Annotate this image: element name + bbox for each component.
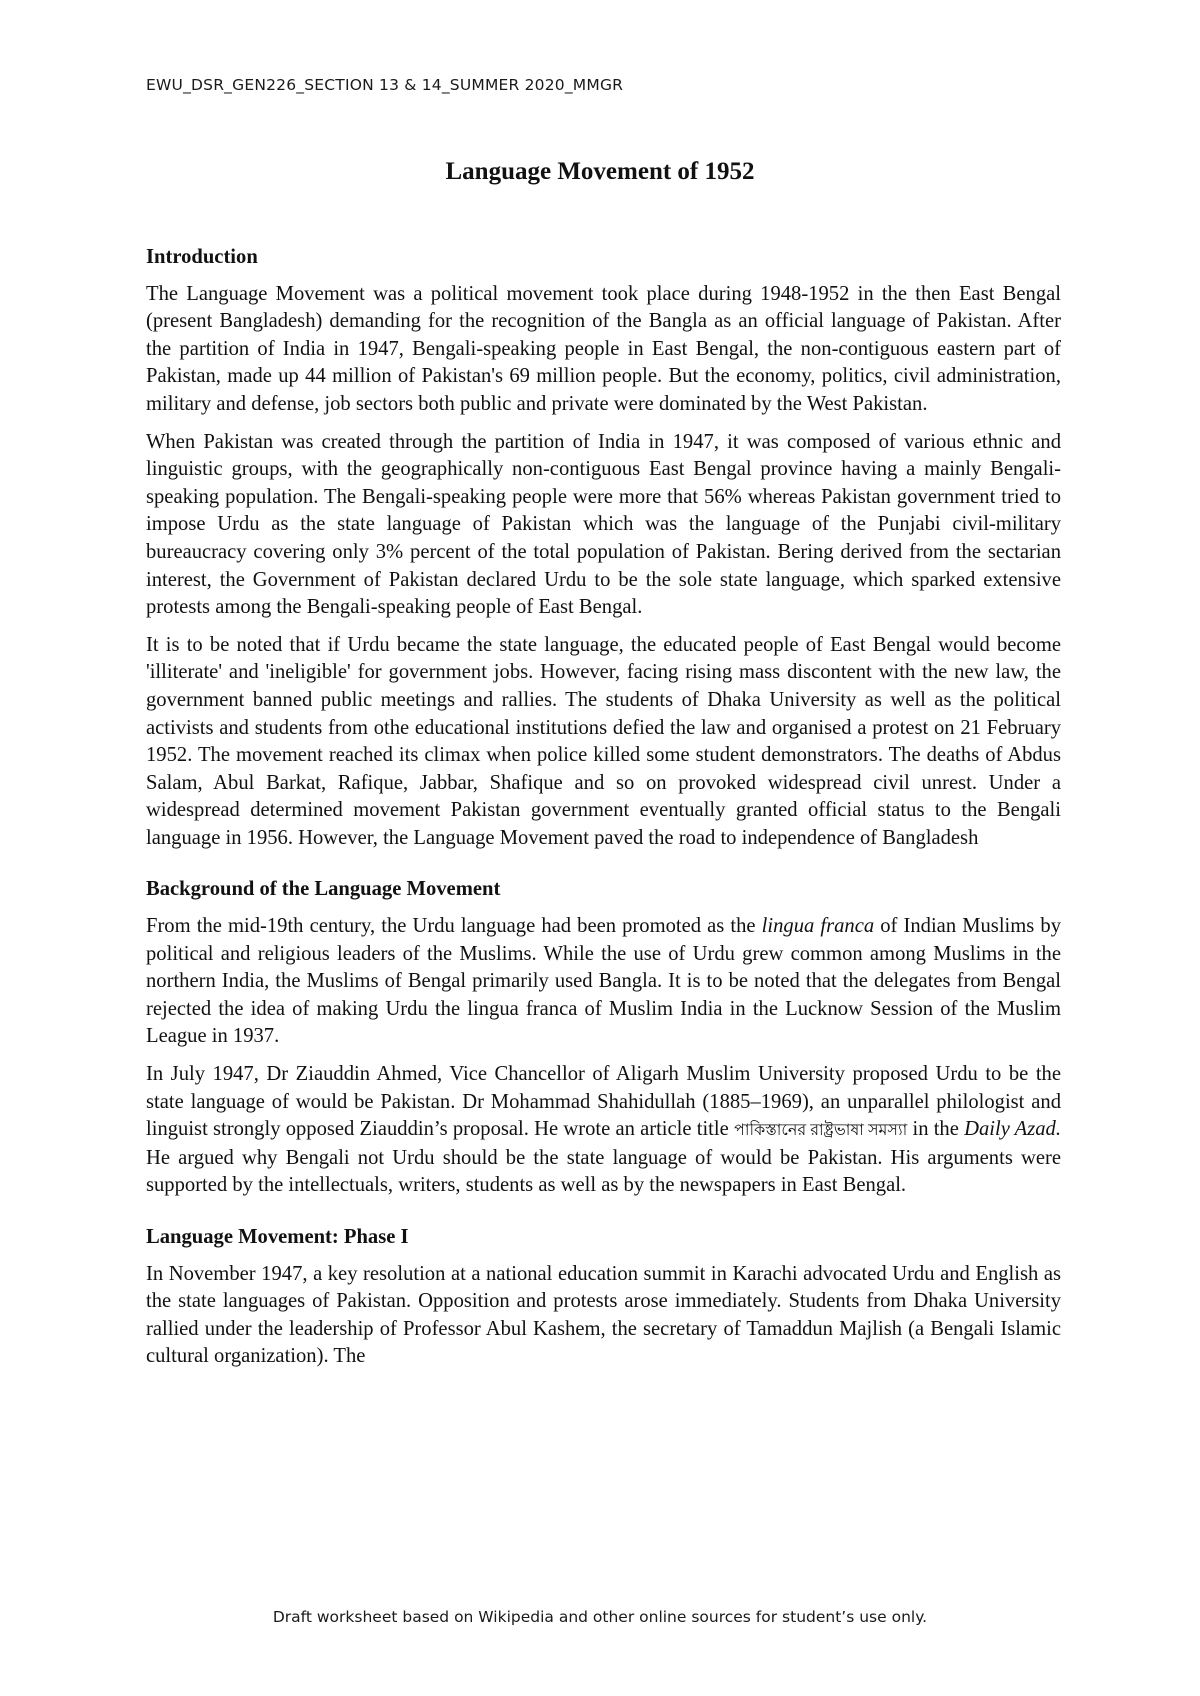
section-gap bbox=[146, 1210, 1061, 1224]
phase1-paragraph-1: In November 1947, a key resolution at a national education summit in Karachi advocated Urdu and English as the state languages of Pakistan. Opposition and protests arose immediately. Students from Dhaka University rallied under the leadership of Professor Abul Kashem, the secretary of Tamaddun Majlish (a Bengali Islamic cultural organization). The bbox=[146, 1262, 1061, 1368]
background-p2-text-end: He argued why Bengali not Urdu should be the state language of would be Pakistan. His arguments were supported by the intellectuals, writers, students as well as by the newspapers in East Bengal. bbox=[146, 1146, 1061, 1197]
document-title: Language Movement of 1952 bbox=[445, 158, 755, 185]
background-p1-italic: lingua franca bbox=[761, 915, 875, 938]
course-header: EWU_DSR_GEN226_SECTION 13 & 14_SUMMER 2020_MMGR bbox=[146, 76, 624, 94]
section-heading-background: Background of the Language Movement bbox=[146, 878, 501, 901]
background-paragraph-2 bbox=[146, 1061, 1061, 1200]
footer-note: Draft worksheet based on Wikipedia and other online sources for student’s use only. bbox=[272, 1608, 928, 1626]
section-heading-introduction: Introduction bbox=[146, 246, 258, 268]
intro-paragraph-3: It is to be noted that if Urdu became the state language, the educated people of East Bengal would become 'illiterate' and 'ineligible' for government jobs. However, facing rising mass discontent with the new law, the government banned public meetings and rallies. The students of Dhaka University as well as the political activists and students from othe educational institutions defied the law and organised a protest on 21 February 1952. The movement reached its climax when police killed some student demonstrators. The deaths of Abdus Salam, Abul Barkat, Rafique, Jabbar, Shafique and so on provoked widespread civil unrest. Under a widespread determined movement Pakistan government eventually granted official status to the Bengali language in 1956. However, the Language Movement paved the road to independence of Bangladesh bbox=[146, 633, 1061, 849]
background-p2-text-mid: in the bbox=[907, 1118, 965, 1141]
background-p2-text-start: In July 1947, Dr Ziauddin Ahmed, Vice Chancellor of Aligarh Muslim University proposed Urdu to be the state language of would be Pakistan. Dr Mohammad Shahidullah (1885–1969), an unparallel philologist and linguist strongly opposed Ziauddin’s proposal. He wrote an article title bbox=[146, 1063, 1061, 1141]
intro-paragraph-2: When Pakistan was created through the partition of India in 1947, it was composed of various ethnic and linguistic groups, with the geographically non-contiguous East Bengal province having a mainly Bengali-speaking population. The Bengali-speaking people were more that 56% whereas Pakistan government tried to impose Urdu as the state language of Pakistan which was the language of the Punjabi civil-military bureaucracy covering only 3% percent of the total population of Pakistan. Bering derived from the sectarian interest, the Government of Pakistan declared Urdu to be the sole state language, which sparked extensive protests among the Bengali-speaking people of East Bengal. bbox=[146, 430, 1061, 619]
background-p1-text-start: From the mid-19th century, the Urdu language had been promoted as the bbox=[146, 915, 762, 938]
bangla-article-title: পাকিস্তানের রাষ্ট্রভাষা সমস্যা bbox=[733, 1122, 908, 1140]
intro-paragraph-1: The Language Movement was a political movement took place during 1948-1952 in the then East Bengal (present Bangladesh) demanding for the recognition of the Bangla as an official language of Pakistan. After the partition of India in 1947, Bengali-speaking people in East Bengal, the non-contiguous eastern part of Pakistan, made up 44 million of Pakistan's 69 million people. But the economy, politics, civil administration, military and defense, job sectors both public and private were dominated by the West Pakistan. bbox=[146, 282, 1061, 415]
section-heading-phase1: Language Movement: Phase I bbox=[146, 1226, 409, 1248]
newspaper-name: Daily Azad. bbox=[964, 1118, 1062, 1141]
background-p1-text-end: of Indian Muslims by political and religious leaders of the Muslims. While the use of Urdu grew common among Muslims in the northern India, the Muslims of Bengal primarily used Bangla. It is to be noted that the delegates from Bengal rejected the idea of making Urdu the lingua franca of Muslim India in the Lucknow Session of the Muslim League in 1937. bbox=[146, 915, 1061, 1048]
section-gap bbox=[146, 862, 1061, 876]
background-paragraph-1 bbox=[146, 913, 1061, 1051]
document-body bbox=[146, 244, 1061, 1381]
